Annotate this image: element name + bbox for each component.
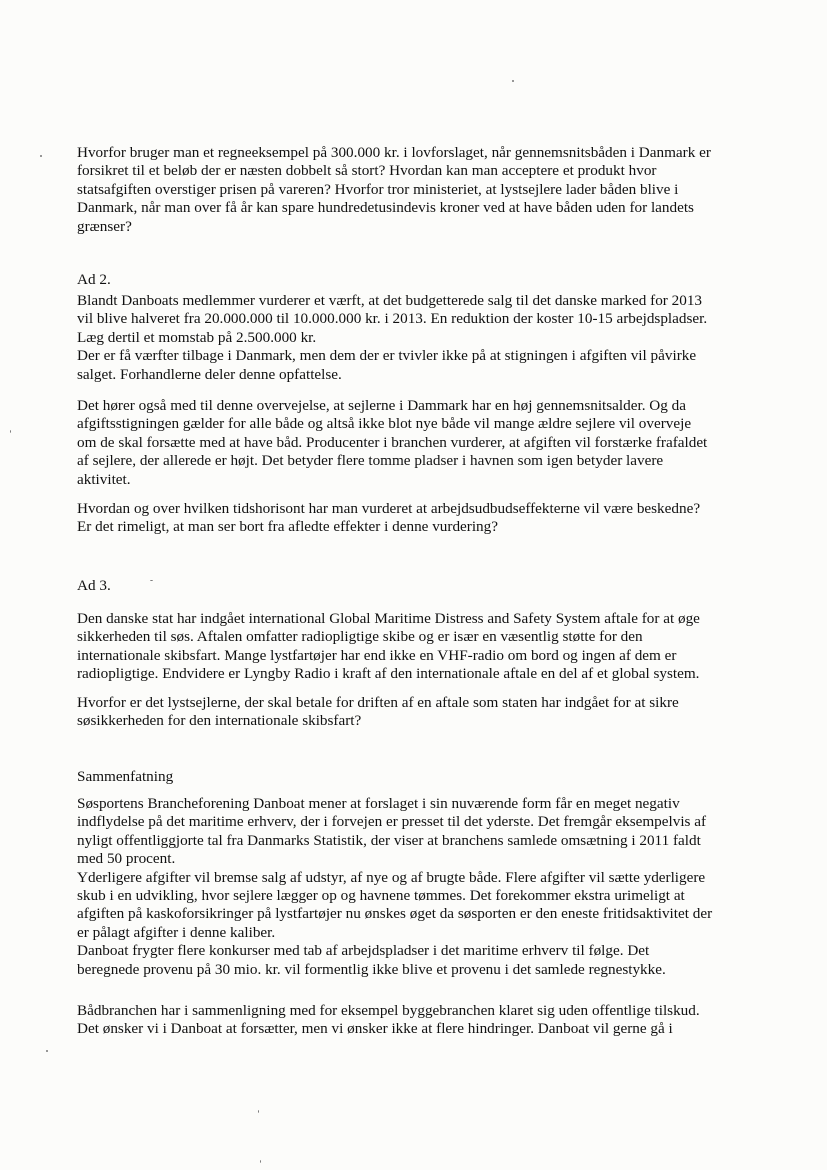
scan-speck [150,580,153,581]
text-line: med 50 procent. [77,850,176,868]
text-line: nyligt offentliggjorte tal fra Danmarks Statistik, der viser at branchens samlede omsætning i 2011 faldt [77,831,701,849]
scan-speck [512,80,514,82]
text-line: grænser? [77,217,132,235]
paragraph-labour-question [77,500,767,537]
text-line: afgiften på kaskoforsikringer på lystfartøjer nu ønskes øget da søsporten er den eneste fritidsaktivitet der [77,905,713,923]
section-heading-ad3: Ad 3. [77,577,111,594]
paragraph-summary [77,795,767,979]
text-line: skub i en udvikling, hvor sejlere lægger op og havnene tømmes. Det forekommer ekstra urimeligt at [77,886,685,904]
text-line: Er det rimeligt, at man ser bort fra afledte effekter i denne vurdering? [77,518,498,536]
text-line: vil blive halveret fra 20.000.000 til 10.000.000 kr. i 2013. En reduktion der koster 10-15 arbejdspladser. [77,310,708,328]
text-line: sikkerheden til søs. Aftalen omfatter radiopligtige skibe og er især en væsentlig støtte for den [77,628,643,646]
paragraph-questions-insurance [77,144,767,236]
paragraph-ad2 [77,292,767,384]
text-line: salget. Forhandlerne deler denne opfattelse. [77,365,342,383]
text-line: Den danske stat har indgået international Global Maritime Distress and Safety System aftale for at øge [77,610,700,627]
text-line: Der er få værfter tilbage i Danmark, men dem der er tvivler ikke på at stigningen i afgiften vil påvirke [77,347,697,365]
paragraph-closing [77,1002,767,1039]
text-line: Hvorfor bruger man et regneeksempel på 300.000 kr. i lovforslaget, når gennemsnitsbåden i Danmark er [77,144,711,161]
text-line: internationale skibsfart. Mange lystfartøjer har end ikke en VHF-radio om bord og ingen af dem er [77,646,677,664]
paragraph-maritime-question [77,694,767,731]
text-line: om de skal forsætte med at have båd. Producenter i branchen vurderer, at afgiften vil forstærke frafaldet [77,433,708,451]
scan-speck [46,1050,48,1052]
paragraph-ad3 [77,610,767,684]
text-line: beregnede provenu på 30 mio. kr. vil formentlig ikke blive et provenu i det samlede regnestykke. [77,960,666,978]
text-line: Søsportens Brancheforening Danboat mener at forslaget i sin nuværende form får en meget negativ [77,795,680,812]
text-line: af sejlere, der allerede er højt. Det betyder flere tomme pladser i havnen som igen betyder lavere [77,452,664,470]
text-line: søsikkerheden for den internationale skibsfart? [77,712,362,730]
text-line: afgiftsstigningen gælder for alle både og altså ikke blot nye både vil mange ældre sejlere vil overveje [77,415,692,433]
section-heading-summary: Sammenfatning [77,768,174,785]
paragraph-sailor-age [77,397,767,489]
text-line: Blandt Danboats medlemmer vurderer et værft, at det budgetterede salg til det danske marked for 2013 [77,292,703,309]
text-line: Hvordan og over hvilken tidshorisont har man vurderet at arbejdsudbudseffekterne vil være beskedne? [77,500,701,517]
text-line: aktivitet. [77,470,131,488]
text-line: Det hører også med til denne overvejelse, at sejlerne i Dammark har en høj gennemsnitsalder. Og da [77,397,686,414]
text-line: Danmark, når man over få år kan spare hundredetusindevis kroner ved at have båden uden for landets [77,199,694,217]
text-line: er pålagt afgifter i denne kaliber. [77,923,276,941]
section-heading-ad2: Ad 2. [77,271,111,288]
text-line: Læg dertil et momstab på 2.500.000 kr. [77,328,317,346]
text-line: radiopligtige. Endvidere er Lyngby Radio i kraft af den internationale aftale en del af et global system. [77,665,700,683]
scan-speck [258,1110,259,1113]
text-line: Hvorfor er det lystsejlerne, der skal betale for driften af en aftale som staten har indgået for at sikre [77,694,679,711]
text-line: Yderligere afgifter vil bremse salg af udstyr, af nye og af brugte både. Flere afgifter vil sætte yderligere [77,868,706,886]
text-line: forsikret til et beløb der er næsten dobbelt så stort? Hvordan kan man acceptere et produkt hvor [77,162,657,180]
text-line: statsafgiften overstiger prisen på vareren? Hvorfor tror ministeriet, at lystsejlere lader båden blive i [77,180,679,198]
text-line: Bådbranchen har i sammenligning med for eksempel byggebranchen klaret sig uden offentlige tilskud. [77,1002,700,1019]
scan-speck [260,1160,261,1163]
scan-speck [40,155,42,157]
text-line: Det ønsker vi i Danboat at forsætter, men vi ønsker ikke at flere hindringer. Danboat vil gerne gå i [77,1020,673,1038]
text-line: Danboat frygter flere konkurser med tab af arbejdspladser i det maritime erhverv til følge. Det [77,942,650,960]
text-line: indflydelse på det maritime erhverv, der i forvejen er presset til det yderste. Det fremgår eksempelvis af [77,813,707,831]
scan-speck [10,430,11,433]
